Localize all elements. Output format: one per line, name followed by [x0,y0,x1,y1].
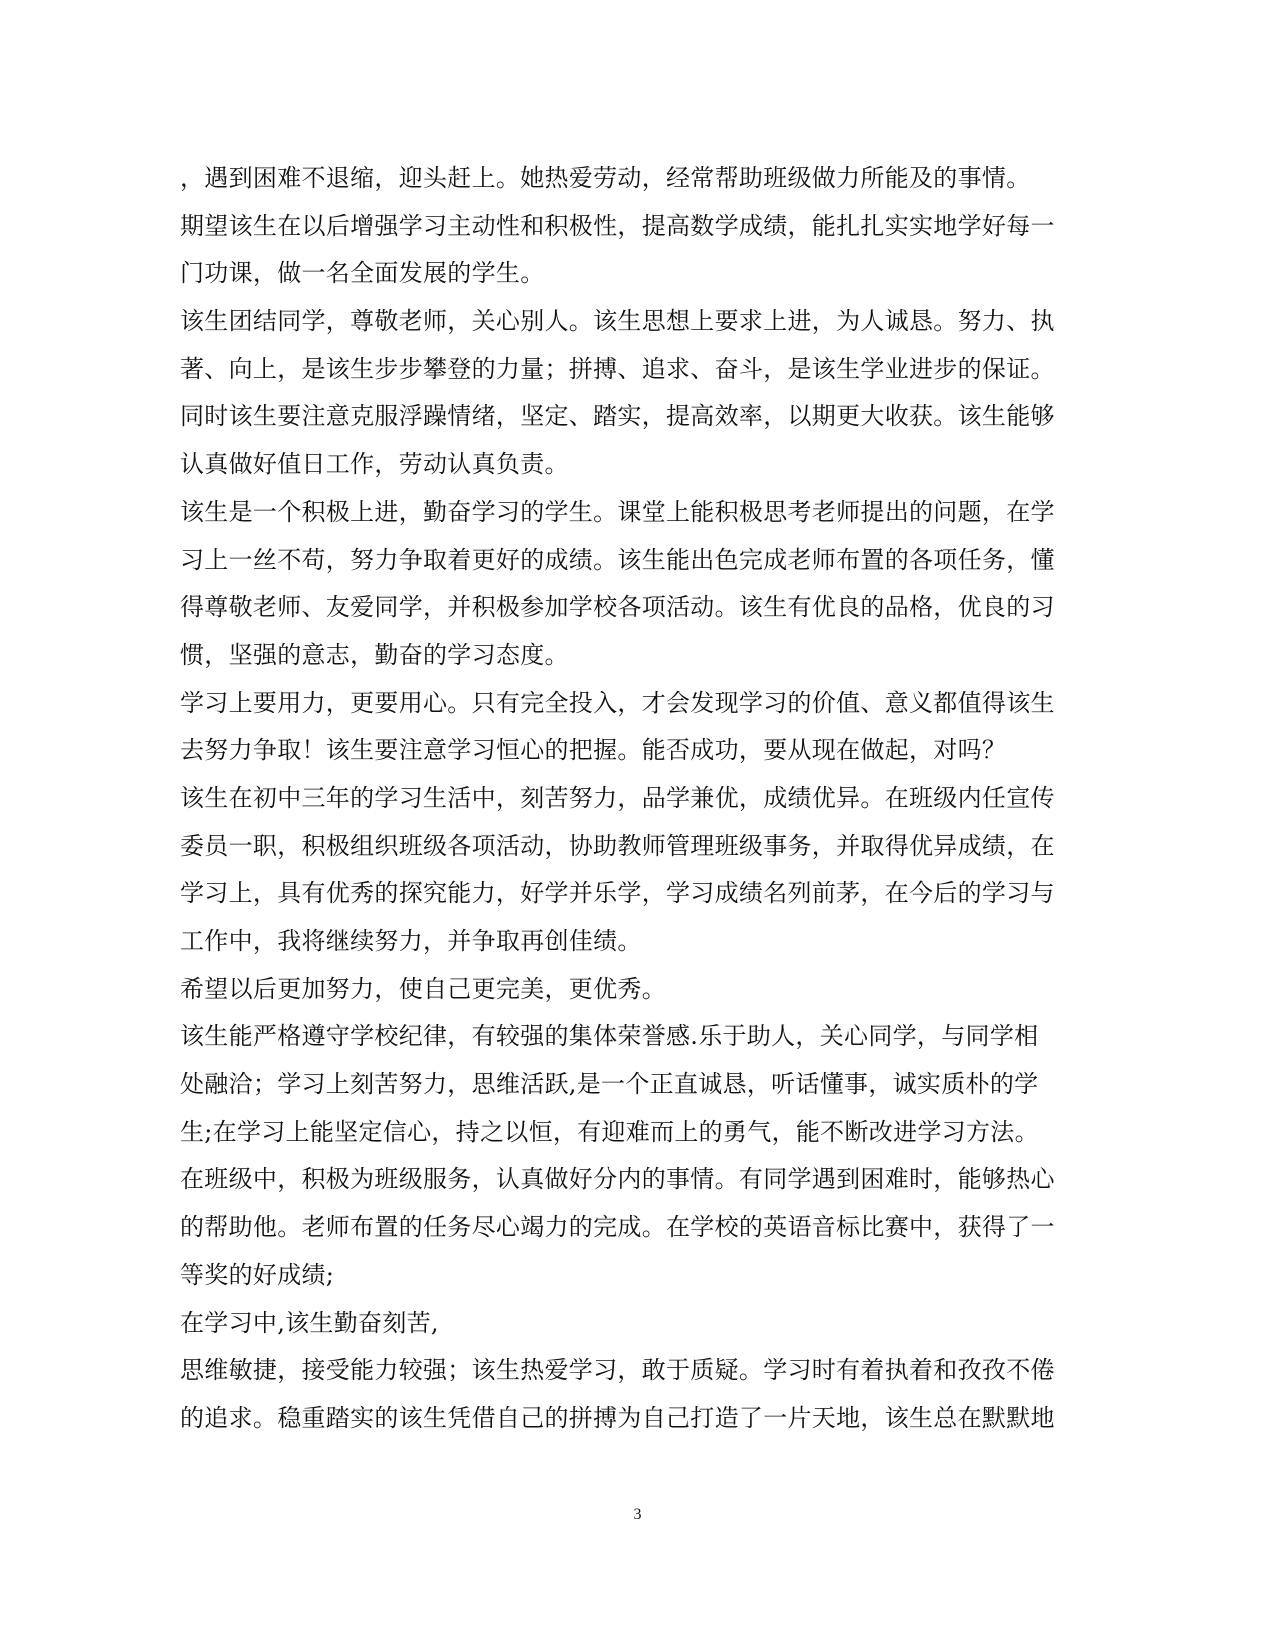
text-line: 的帮助他。老师布置的任务尽心竭力的完成。在学校的英语音标比赛中，获得了一 [180,1213,1055,1242]
text-line: 去努力争取！该生要注意学习恒心的把握。能否成功，要从现在做起，对吗？ [180,736,1007,765]
text-line: 在班级中，积极为班级服务，认真做好分内的事情。有同学遇到困难时，能够热心 [180,1165,1055,1194]
text-line: 希望以后更加努力，使自己更完美，更优秀。 [180,974,666,1003]
text-line: 工作中，我将继续努力，并争取再创佳绩。 [180,927,642,955]
text-line: 学习上，具有优秀的探究能力，好学并乐学，学习成绩名列前茅，在今后的学习与 [180,879,1055,908]
text-line: 该生团结同学，尊敬老师，关心别人。该生思想上要求上进，为人诚恳。努力、执 [180,307,1055,336]
text-line: 等奖的好成绩; [180,1260,335,1289]
page-number: 3 [633,1506,642,1523]
text-line: 的追求。稳重踏实的该生凭借自己的拼搏为自己打造了一片天地，该生总在默默地 [180,1403,1055,1432]
text-line: 得尊敬老师、友爱同学，并积极参加学校各项活动。该生有优良的品格，优良的习 [180,593,1055,622]
text-line: 该生是一个积极上进，勤奋学习的学生。课堂上能积极思考老师提出的问题，在学 [180,497,1055,526]
text-line: 在学习中,该生勤奋刻苦, [180,1308,439,1337]
text-line: 思维敏捷，接受能力较强；该生热爱学习，敢于质疑。学习时有着执着和孜孜不倦 [180,1356,1055,1385]
text-line: 习上一丝不苟，努力争取着更好的成绩。该生能出色完成老师布置的各项任务，懂 [180,545,1055,574]
document-body [180,155,1060,1443]
text-line: 著、向上，是该生步步攀登的力量；拼搏、追求、奋斗，是该生学业进步的保证。 [180,354,1055,383]
text-line: 生;在学习上能坚定信心，持之以恒，有迎难而上的勇气，能不断改进学习方法。 [180,1117,1039,1146]
text-line: 同时该生要注意克服浮躁情绪，坚定、踏实，提高效率，以期更大收获。该生能够 [180,402,1055,431]
text-line: 该生在初中三年的学习生活中，刻苦努力，品学兼优，成绩优异。在班级内任宣传 [180,783,1055,812]
text-line: 委员一职，积极组织班级各项活动，协助教师管理班级事务，并取得优异成绩，在 [180,831,1055,860]
text-line: 门功课，做一名全面发展的学生。 [180,259,545,288]
text-line: 处融洽；学习上刻苦努力，思维活跃,是一个正直诚恳，听话懂事，诚实质朴的学 [180,1070,1039,1099]
text-line: 期望该生在以后增强学习主动性和积极性，提高数学成绩，能扎扎实实地学好每一 [180,211,1055,240]
text-line: 惯，坚强的意志，勤奋的学习态度。 [180,640,569,669]
text-line: 认真做好值日工作，劳动认真负责。 [180,450,569,479]
text-line: 学习上要用力，更要用心。只有完全投入，才会发现学习的价值、意义都值得该生 [180,688,1055,717]
text-line: ，遇到困难不退缩，迎头赶上。她热爱劳动，经常帮助班级做力所能及的事情。 [180,164,1031,192]
text-line: 该生能严格遵守学校纪律，有较强的集体荣誉感.乐于助人，关心同学，与同学相 [180,1022,1039,1051]
